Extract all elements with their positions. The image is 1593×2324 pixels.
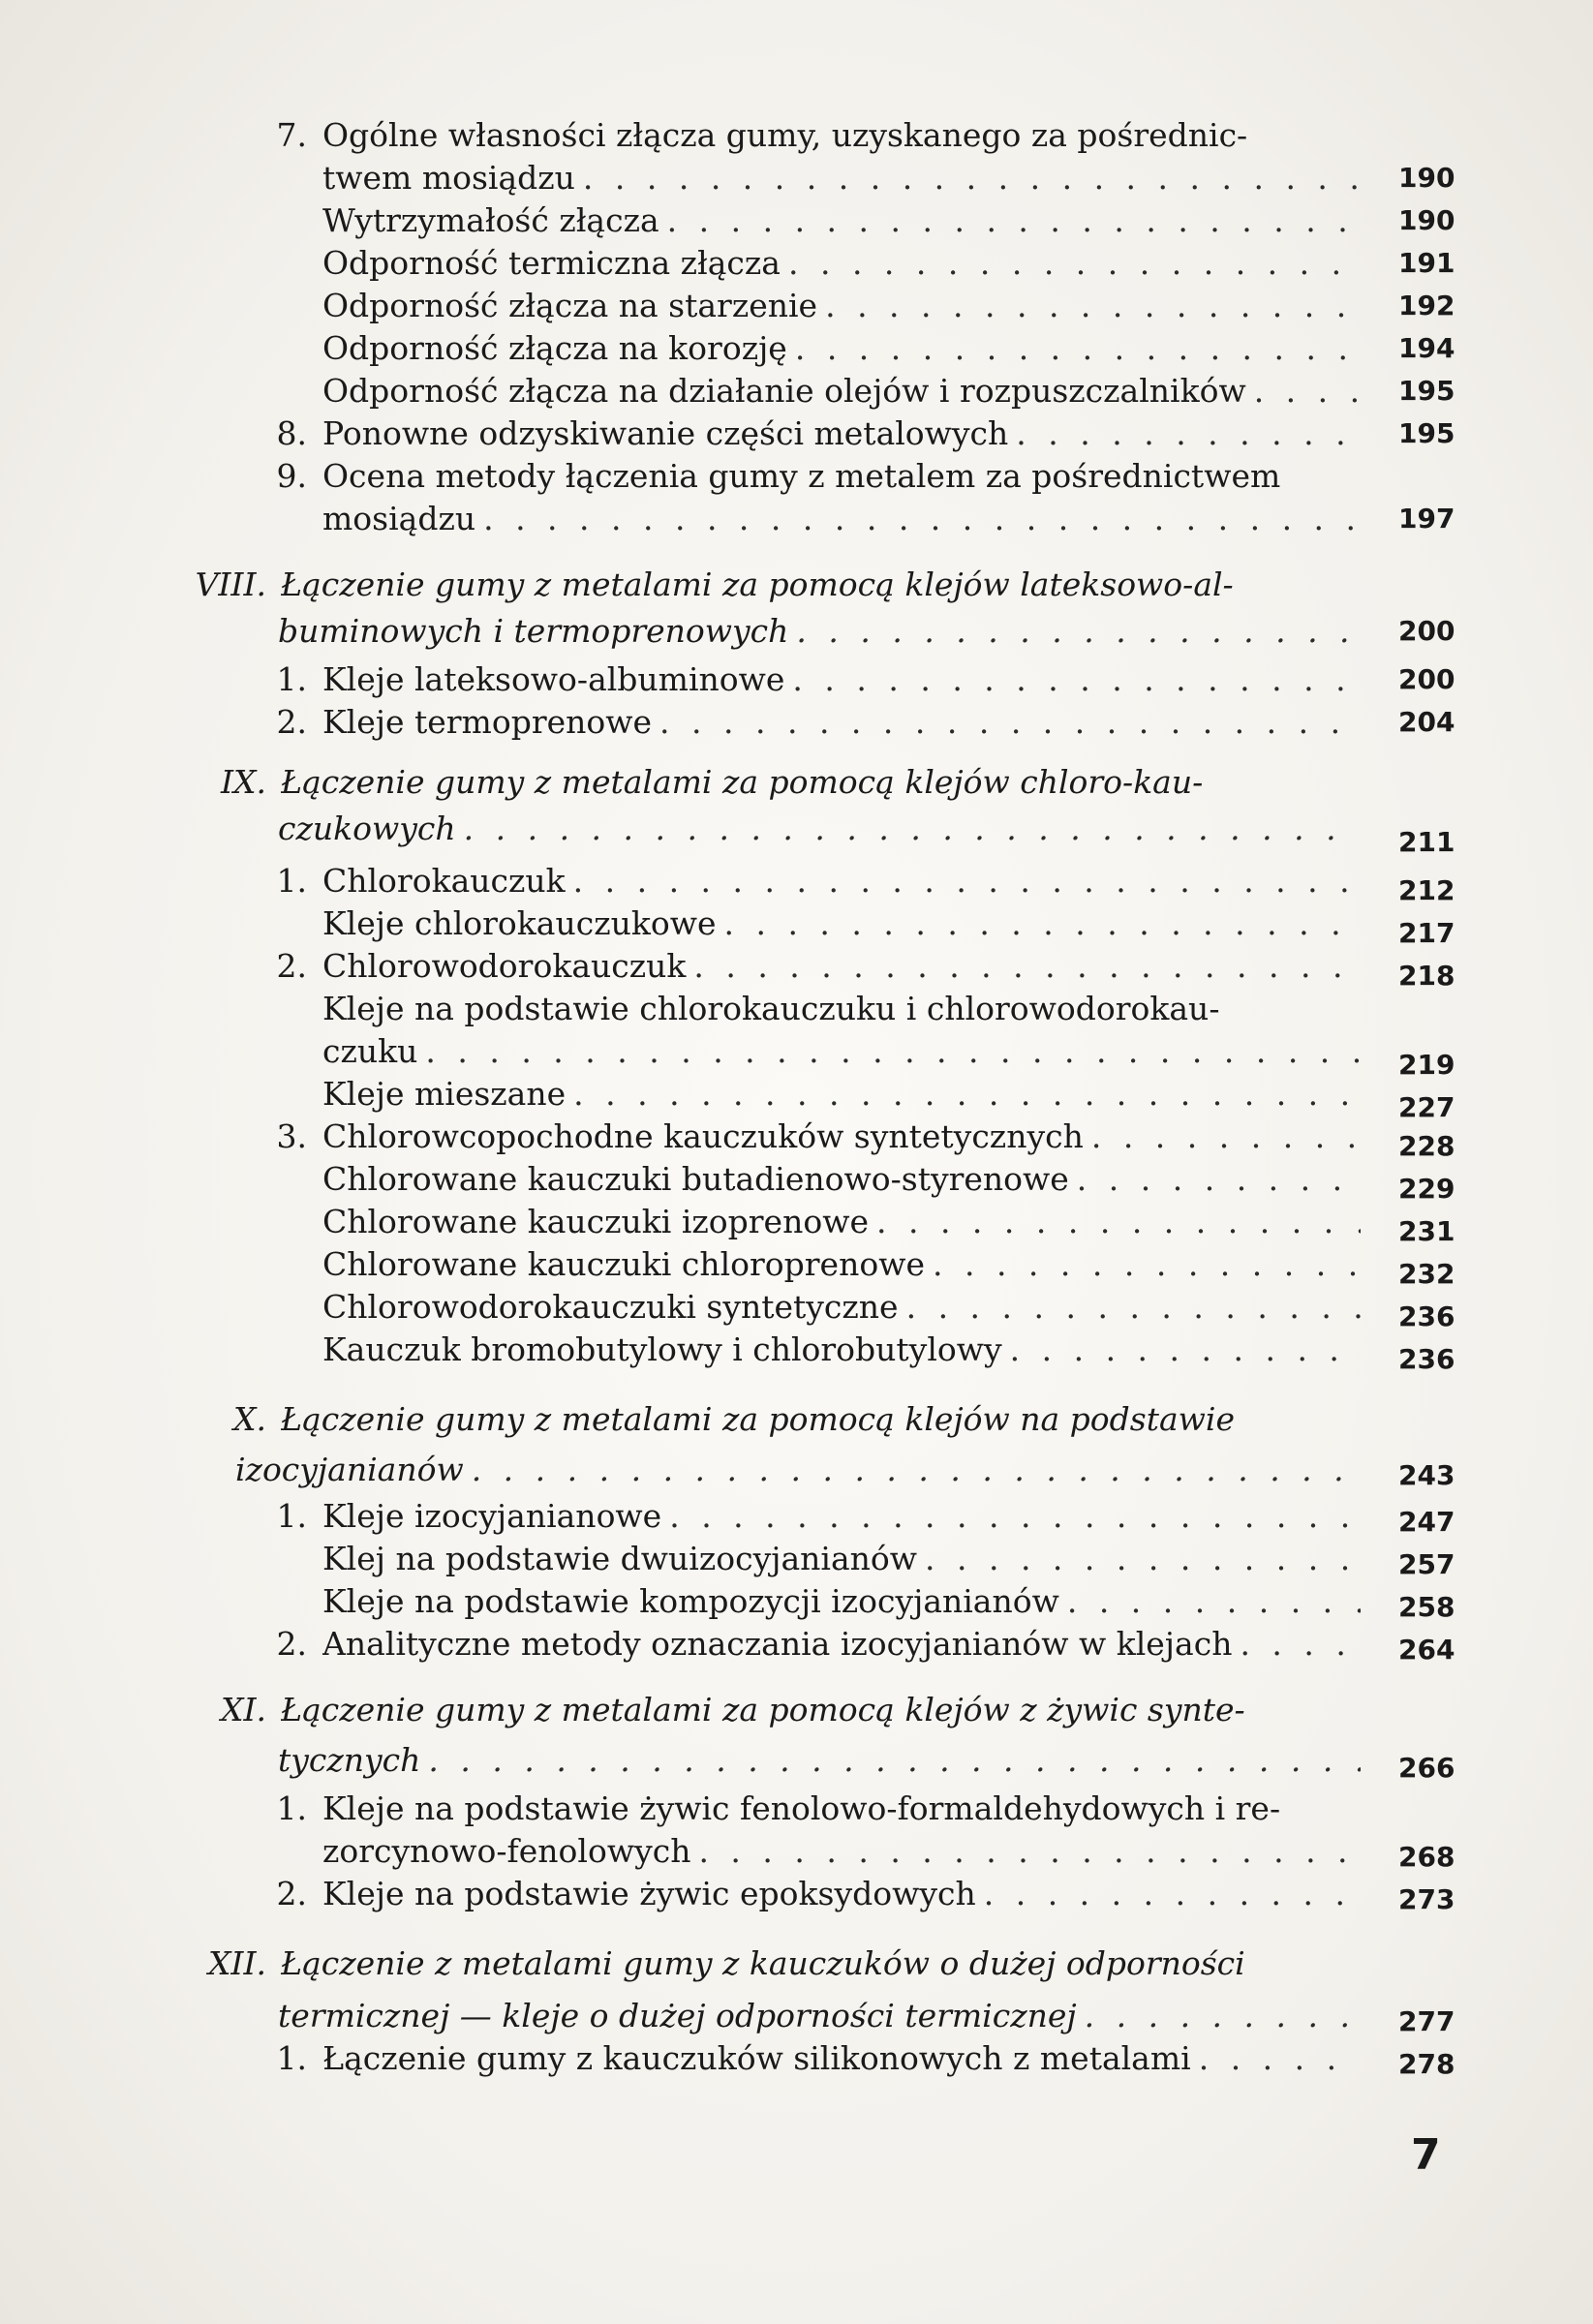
leader-dots bbox=[652, 701, 1361, 744]
leader-dots bbox=[566, 1073, 1361, 1116]
toc-chapter-row bbox=[0, 1689, 1593, 1731]
toc-row bbox=[0, 902, 1593, 949]
toc-entry-text: tycznych bbox=[278, 1741, 421, 1779]
leader-dots bbox=[456, 808, 1361, 850]
toc-entry-title bbox=[322, 413, 1361, 455]
toc-entry-text: Chlorowane kauczuki izoprenowe bbox=[322, 1203, 869, 1240]
toc-page-number: 204 bbox=[1398, 706, 1455, 738]
toc-entry-title bbox=[322, 701, 1361, 744]
toc-entry-text: Ocena metody łączenia gumy z metalem za pośrednictwem bbox=[322, 457, 1281, 495]
toc-row bbox=[0, 242, 1593, 285]
toc-row bbox=[0, 199, 1593, 242]
toc-page-number: 268 bbox=[1398, 1841, 1455, 1873]
toc-entry-title bbox=[322, 1243, 1361, 1286]
toc-row bbox=[0, 498, 1593, 540]
toc-row bbox=[0, 1201, 1593, 1247]
toc-entry-title bbox=[322, 1158, 1361, 1201]
toc-row bbox=[0, 1580, 1593, 1623]
toc-entry-text: Kleje termoprenowe bbox=[322, 703, 653, 741]
toc-entry-text: Odporność złącza na starzenie bbox=[322, 287, 818, 324]
toc-entry-title bbox=[322, 157, 1361, 199]
leader-dots bbox=[1084, 1116, 1361, 1158]
leader-dots bbox=[1246, 370, 1361, 413]
toc-entry-title bbox=[322, 1495, 1361, 1538]
leader-dots bbox=[1002, 1329, 1361, 1371]
toc-entry-title bbox=[322, 1201, 1361, 1243]
toc-row bbox=[0, 860, 1593, 906]
toc-entry-number: 9. bbox=[276, 457, 307, 495]
toc-entry-number: 1. bbox=[276, 1789, 307, 1827]
toc-entry-title bbox=[322, 114, 1361, 157]
toc-entry-text: Łączenie gumy z metalami za pomocą klejów lateksowo-al- bbox=[281, 566, 1234, 603]
toc-entry-text: Kleje na podstawie żywic epoksydowych bbox=[322, 1875, 976, 1912]
toc-chapter-row bbox=[0, 761, 1593, 804]
toc-chapter-row bbox=[0, 564, 1593, 606]
toc-entry-text: Kleje chlorokauczukowe bbox=[322, 904, 717, 942]
toc-entry-title bbox=[322, 860, 1361, 902]
toc-row bbox=[0, 988, 1593, 1030]
toc-page-number: 277 bbox=[1398, 2005, 1455, 2037]
toc-entry-text: Łączenie gumy z metalami za pomocą klejów na podstawie bbox=[281, 1400, 1235, 1438]
leader-dots bbox=[659, 199, 1361, 242]
toc-entry-text: Chlorokauczuk bbox=[322, 862, 566, 900]
toc-chapter-title bbox=[281, 1689, 1361, 1731]
toc-entry-title bbox=[322, 370, 1361, 413]
toc-entry-text: Odporność złącza na działanie olejów i rozpuszczalników bbox=[322, 372, 1246, 410]
toc-chapter-row bbox=[0, 610, 1593, 653]
toc-entry-text: Łączenie gumy z metalami za pomocą klejów chloro-kau- bbox=[281, 763, 1204, 801]
toc-entry-title bbox=[322, 285, 1361, 327]
toc-entry-title bbox=[322, 1538, 1361, 1580]
toc-chapter-row bbox=[0, 1995, 1593, 2037]
toc-row bbox=[0, 1623, 1593, 1666]
toc-entry-number: 3. bbox=[276, 1117, 307, 1155]
toc-entry-text: Kleje lateksowo-albuminowe bbox=[322, 660, 785, 698]
toc-entry-title bbox=[322, 327, 1361, 370]
leader-dots bbox=[817, 285, 1361, 327]
toc-chapter-title bbox=[281, 564, 1361, 606]
toc-chapter-title bbox=[278, 610, 1361, 653]
toc-row bbox=[0, 1116, 1593, 1162]
leader-dots bbox=[787, 327, 1361, 370]
leader-dots bbox=[1059, 1580, 1361, 1623]
toc-entry-text: Kleje na podstawie chlorokauczuku i chlorowodorokau- bbox=[322, 990, 1220, 1027]
toc-chapter-number: XII. bbox=[207, 1944, 266, 1982]
leader-dots bbox=[781, 242, 1361, 285]
toc-row bbox=[0, 1788, 1593, 1830]
toc-page-number: 194 bbox=[1398, 332, 1455, 364]
toc-entry-title bbox=[322, 988, 1361, 1030]
toc-page-number: 264 bbox=[1398, 1634, 1455, 1666]
toc-row bbox=[0, 1830, 1593, 1873]
toc-chapter-title bbox=[235, 1449, 1361, 1491]
toc-page-number: 266 bbox=[1398, 1752, 1455, 1784]
toc-row bbox=[0, 114, 1593, 157]
toc-page-number: 258 bbox=[1398, 1591, 1455, 1623]
toc-row bbox=[0, 2037, 1593, 2080]
toc-row bbox=[0, 1073, 1593, 1123]
toc-chapter-title bbox=[278, 808, 1361, 850]
leader-dots bbox=[1069, 1158, 1361, 1201]
toc-page-number: 200 bbox=[1398, 663, 1455, 695]
toc-chapter-title bbox=[281, 1398, 1361, 1441]
toc-row bbox=[0, 701, 1593, 744]
toc-entry-text: Łączenie z metalami gumy z kauczuków o dużej odporności bbox=[281, 1944, 1245, 1982]
toc-chapter-row bbox=[0, 1739, 1593, 1782]
toc-page-number: 227 bbox=[1398, 1091, 1455, 1123]
toc-page-number: 257 bbox=[1398, 1548, 1455, 1580]
toc-row bbox=[0, 157, 1593, 199]
toc-entry-number: 2. bbox=[276, 1875, 307, 1912]
toc-row bbox=[0, 1286, 1593, 1332]
toc-entry-text: zorcynowo-fenolowych bbox=[322, 1832, 691, 1870]
toc-page-number: 191 bbox=[1398, 247, 1455, 279]
leader-dots bbox=[475, 498, 1361, 540]
toc-page-number: 228 bbox=[1398, 1130, 1455, 1162]
toc-row bbox=[0, 658, 1593, 701]
leader-dots bbox=[716, 902, 1361, 945]
leader-dots bbox=[1008, 413, 1361, 455]
toc-entry-text: Kauczuk bromobutylowy i chlorobutylowy bbox=[322, 1330, 1002, 1368]
toc-entry-title bbox=[322, 1073, 1361, 1116]
toc-entry-title bbox=[322, 199, 1361, 242]
toc-page-number: 211 bbox=[1398, 826, 1455, 858]
page-number: 7 bbox=[1411, 2130, 1441, 2180]
toc-entry-text: Łączenie gumy z metalami za pomocą klejów z żywic synte- bbox=[281, 1691, 1245, 1728]
toc-page-number: 236 bbox=[1398, 1300, 1455, 1332]
toc-page-number: 232 bbox=[1398, 1258, 1455, 1290]
toc-page-number: 278 bbox=[1398, 2048, 1455, 2080]
leader-dots bbox=[1191, 2037, 1361, 2080]
toc-entry-number: 8. bbox=[276, 414, 307, 452]
leader-dots bbox=[661, 1495, 1361, 1538]
toc-page-number: 243 bbox=[1398, 1459, 1455, 1491]
leader-dots bbox=[575, 157, 1361, 199]
toc-page-number: 217 bbox=[1398, 917, 1455, 949]
toc-entry-text: twem mosiądzu bbox=[322, 159, 575, 197]
toc-page-number: 247 bbox=[1398, 1506, 1455, 1538]
leader-dots bbox=[417, 1030, 1361, 1073]
toc-entry-text: Kleje na podstawie kompozycji izocyjanianów bbox=[322, 1582, 1059, 1620]
toc-entry-text: Ponowne odzyskiwanie części metalowych bbox=[322, 414, 1009, 452]
leader-dots bbox=[869, 1201, 1361, 1243]
toc-chapter-row bbox=[0, 1942, 1593, 1985]
toc-entry-text: czukowych bbox=[278, 810, 456, 847]
leader-dots bbox=[788, 610, 1361, 653]
toc-page-number: 212 bbox=[1398, 874, 1455, 906]
toc-row bbox=[0, 945, 1593, 992]
toc-row bbox=[0, 285, 1593, 327]
toc-row bbox=[0, 1538, 1593, 1580]
toc-entry-text: Klej na podstawie dwuizocyjanianów bbox=[322, 1540, 917, 1577]
toc-entry-number: 2. bbox=[276, 703, 307, 741]
toc-entry-number: 1. bbox=[276, 660, 307, 698]
leader-dots bbox=[686, 945, 1361, 988]
toc-entry-title bbox=[322, 1873, 1361, 1915]
toc-entry-title bbox=[322, 455, 1361, 498]
toc-entry-title bbox=[322, 1788, 1361, 1830]
toc-entry-title bbox=[322, 1286, 1361, 1329]
toc-entry-text: czuku bbox=[322, 1032, 418, 1070]
toc-row bbox=[0, 1243, 1593, 1290]
toc-row bbox=[0, 370, 1593, 413]
toc-chapter-number: X. bbox=[233, 1400, 266, 1438]
toc-row bbox=[0, 1495, 1593, 1538]
toc-chapter-number: VIII. bbox=[195, 566, 266, 603]
toc-page-number: 236 bbox=[1398, 1343, 1455, 1375]
toc-entry-number: 1. bbox=[276, 862, 307, 900]
toc-row bbox=[0, 327, 1593, 370]
toc-entry-number: 2. bbox=[276, 1625, 307, 1663]
leader-dots bbox=[1232, 1623, 1361, 1666]
toc-entry-text: Wytrzymałość złącza bbox=[322, 201, 659, 239]
toc-entry-number: 2. bbox=[276, 947, 307, 985]
toc-row bbox=[0, 1873, 1593, 1915]
toc-entry-text: termicznej — kleje o dużej odporności termicznej bbox=[278, 1997, 1077, 2034]
toc-chapter-title bbox=[281, 1942, 1361, 1985]
toc-chapter-number: XI. bbox=[220, 1691, 266, 1728]
toc-entry-title bbox=[322, 1830, 1361, 1873]
toc-entry-text: Analityczne metody oznaczania izocyjanianów w klejach bbox=[322, 1625, 1233, 1663]
toc-entry-text: Kleje mieszane bbox=[322, 1075, 567, 1113]
toc-entry-title bbox=[322, 242, 1361, 285]
leader-dots bbox=[464, 1449, 1361, 1491]
toc-chapter-row bbox=[0, 1449, 1593, 1491]
toc-entry-text: mosiądzu bbox=[322, 500, 476, 537]
toc-entry-title bbox=[322, 902, 1361, 945]
toc-entry-number: 1. bbox=[276, 1497, 307, 1535]
toc-entry-title bbox=[322, 1030, 1361, 1073]
toc-page-number: 190 bbox=[1398, 204, 1455, 236]
leader-dots bbox=[784, 658, 1361, 701]
toc-row bbox=[0, 1158, 1593, 1205]
toc-entry-text: Chlorowodorokauczuk bbox=[322, 947, 687, 985]
toc-entry-text: Kleje na podstawie żywic fenolowo-formaldehydowych i re- bbox=[322, 1789, 1281, 1827]
toc-page-number: 195 bbox=[1398, 417, 1455, 449]
toc-page-number: 231 bbox=[1398, 1215, 1455, 1247]
toc-entry-text: Ogólne własności złącza gumy, uzyskanego za pośrednic- bbox=[322, 116, 1248, 154]
leader-dots bbox=[420, 1739, 1361, 1782]
toc-entry-title bbox=[322, 498, 1361, 540]
leader-dots bbox=[925, 1243, 1361, 1286]
toc-chapter-number: IX. bbox=[220, 763, 266, 801]
toc-entry-text: Łączenie gumy z kauczuków silikonowych z metalami bbox=[322, 2039, 1191, 2077]
leader-dots bbox=[899, 1286, 1361, 1329]
toc-entry-text: Chlorowcopochodne kauczuków syntetycznych bbox=[322, 1117, 1084, 1155]
toc-page-number: 200 bbox=[1398, 615, 1455, 647]
toc-entry-text: buminowych i termoprenowych bbox=[278, 612, 789, 650]
toc-entry-text: Kleje izocyjanianowe bbox=[322, 1497, 662, 1535]
toc-page-number: 219 bbox=[1398, 1049, 1455, 1081]
toc-entry-title bbox=[322, 1580, 1361, 1623]
toc-entry-title bbox=[322, 1329, 1361, 1371]
toc-entry-text: Chlorowane kauczuki butadienowo-styrenowe bbox=[322, 1160, 1069, 1198]
toc-entry-title bbox=[322, 658, 1361, 701]
toc-chapter-row bbox=[0, 808, 1593, 858]
leader-dots bbox=[566, 860, 1361, 902]
toc-entry-title bbox=[322, 945, 1361, 988]
leader-dots bbox=[690, 1830, 1361, 1873]
toc-entry-text: Odporność termiczna złącza bbox=[322, 244, 781, 282]
toc-page-number: 190 bbox=[1398, 162, 1455, 194]
toc-page-number: 218 bbox=[1398, 960, 1455, 992]
leader-dots bbox=[976, 1873, 1361, 1915]
toc-page-number: 192 bbox=[1398, 290, 1455, 321]
toc-entry-number: 7. bbox=[276, 116, 307, 154]
toc-entry-text: izocyjanianów bbox=[235, 1451, 464, 1488]
toc-page-number: 195 bbox=[1398, 375, 1455, 407]
toc-entry-number: 1. bbox=[276, 2039, 307, 2077]
toc-chapter-title bbox=[278, 1739, 1361, 1782]
toc-entry-text: Chlorowane kauczuki chloroprenowe bbox=[322, 1245, 925, 1283]
toc-entry-text: Odporność złącza na korozję bbox=[322, 329, 787, 367]
toc-page-number: 197 bbox=[1398, 503, 1455, 535]
toc-row bbox=[0, 413, 1593, 455]
toc-page-number: 273 bbox=[1398, 1883, 1455, 1915]
toc-entry-title bbox=[322, 2037, 1361, 2080]
toc-row bbox=[0, 1030, 1593, 1081]
toc-entry-title bbox=[322, 1623, 1361, 1666]
toc-page-number: 229 bbox=[1398, 1173, 1455, 1205]
leader-dots bbox=[1077, 1995, 1361, 2037]
toc-row bbox=[0, 455, 1593, 498]
toc-chapter-title bbox=[278, 1995, 1361, 2037]
toc-entry-title bbox=[322, 1116, 1361, 1158]
toc-row bbox=[0, 1329, 1593, 1375]
toc-chapter-row bbox=[0, 1398, 1593, 1441]
toc-chapter-title bbox=[281, 761, 1361, 804]
leader-dots bbox=[917, 1538, 1361, 1580]
toc-entry-text: Chlorowodorokauczuki syntetyczne bbox=[322, 1288, 899, 1326]
